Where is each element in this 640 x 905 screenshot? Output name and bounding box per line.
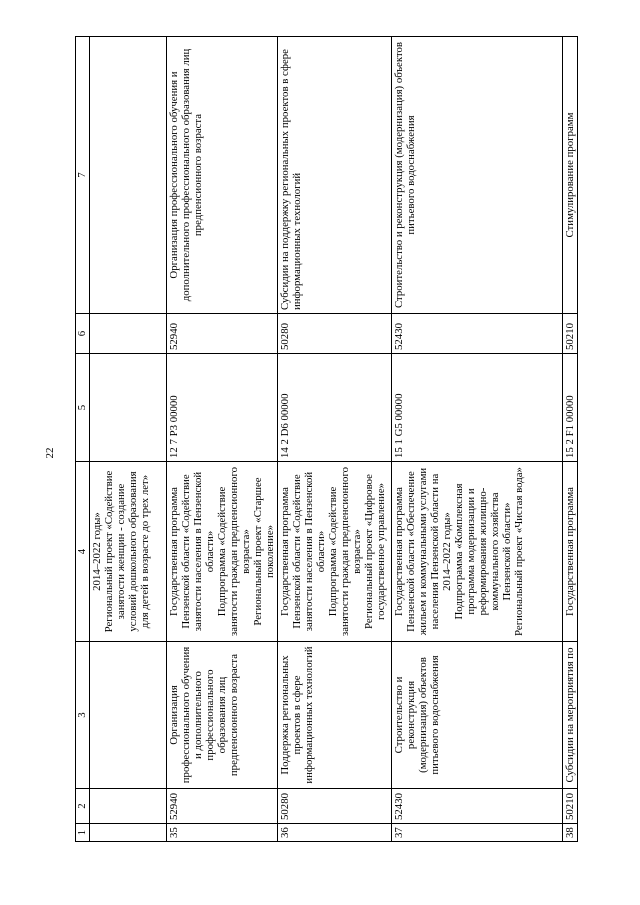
row-purpose: Субсидии на поддержку региональных проектов в сфере информационных технологий	[278, 37, 392, 314]
program-line: Государственная программа	[564, 487, 576, 616]
header-cell: 5	[76, 354, 90, 462]
row-code: 50280	[278, 789, 392, 824]
table-row	[278, 37, 392, 842]
row-code: 52430	[392, 789, 563, 824]
row-name: Организация профессионального обучения и дополнительного профессионального образования лиц предпенсионного возраста	[167, 642, 278, 789]
program-line: Государственная программа Пензенской области «Обеспечение жильем и коммунальными услугами населения Пензенской области на 2014–2022 годы»	[393, 467, 453, 636]
row-name: Строительство и реконструкция (модернизация) объектов питьевого водоснабжения	[392, 642, 563, 789]
header-cell: 2	[76, 789, 90, 824]
program-line: Региональный проект «Содействие занятости женщин - создание условий дошкольного образования для детей в возрасте до трех лет»	[103, 470, 151, 633]
row-number: 38	[563, 824, 578, 842]
continuation-row	[90, 37, 167, 842]
program-line: 2014–2022 годы»	[91, 512, 103, 591]
row-number: 37	[392, 824, 563, 842]
header-cell: 4	[76, 462, 90, 642]
rotated-page	[75, 37, 580, 842]
header-cell: 1	[76, 824, 90, 842]
program-line: Подпрограмма «Комплексная программа модернизации и реформирования жилищно-коммунального хозяйства Пензенской области»	[453, 483, 513, 620]
program-line: Подпрограмма «Содействие занятости граждан предпенсионного возраста»	[327, 466, 363, 637]
program-cell	[278, 462, 392, 642]
row-csr: 14 2 D6 00000	[278, 354, 392, 462]
program-cell	[392, 462, 563, 642]
program-line: Региональный проект «Чистая вода»	[513, 467, 525, 636]
row-code6: 50280	[278, 314, 392, 354]
header-cell: 7	[76, 37, 90, 314]
row-purpose: Строительство и реконструкция (модернизация) объектов питьевого водоснабжения	[392, 37, 563, 314]
row-purpose: Организация профессионального обучения и дополнительного профессионального образования лиц предпенсионного возраста	[167, 37, 278, 314]
program-line: Подпрограмма «Содействие занятости граждан предпенсионного возраста»	[216, 466, 252, 637]
table-row	[167, 37, 278, 842]
budget-table	[75, 36, 578, 842]
table-row	[563, 37, 578, 842]
row-code6-text: 50210	[564, 323, 576, 350]
row-number: 36	[278, 824, 392, 842]
row-csr: 15 1 G5 00000	[392, 354, 563, 462]
page-number: 22	[44, 447, 56, 459]
program-cell	[563, 462, 578, 642]
header-cell: 3	[76, 642, 90, 789]
row-code: 52940	[167, 789, 278, 824]
row-csr-text: 15 2 F1 00000	[564, 395, 576, 458]
header-row	[76, 37, 90, 842]
header-cell: 6	[76, 314, 90, 354]
row-name	[563, 642, 578, 789]
row-number: 35	[167, 824, 278, 842]
row-code6: 52940	[167, 314, 278, 354]
table-row	[392, 37, 563, 842]
row-csr	[563, 354, 578, 462]
row-purpose-text: Стимулирование программ	[564, 112, 576, 238]
program-cell	[167, 462, 278, 642]
program-line: Государственная программа Пензенской области «Содействие занятости населения в Пензенской области»	[279, 471, 327, 632]
row-name-text: Субсидии на мероприятия по	[564, 647, 576, 783]
row-csr: 12 7 P3 00000	[167, 354, 278, 462]
row-code6: 52430	[392, 314, 563, 354]
row-code6	[563, 314, 578, 354]
program-cell	[90, 462, 167, 642]
program-line: Государственная программа Пензенской области «Содействие занятости населения в Пензенской области»	[168, 471, 216, 632]
row-code: 50210	[563, 789, 578, 824]
program-line: Региональный проект «Цифровое государственное управление»	[363, 474, 387, 629]
row-purpose	[563, 37, 578, 314]
row-name: Поддержка региональных проектов в сфере информационных технологий	[278, 642, 392, 789]
program-line: Региональный проект «Старшее поколение»	[252, 477, 276, 626]
